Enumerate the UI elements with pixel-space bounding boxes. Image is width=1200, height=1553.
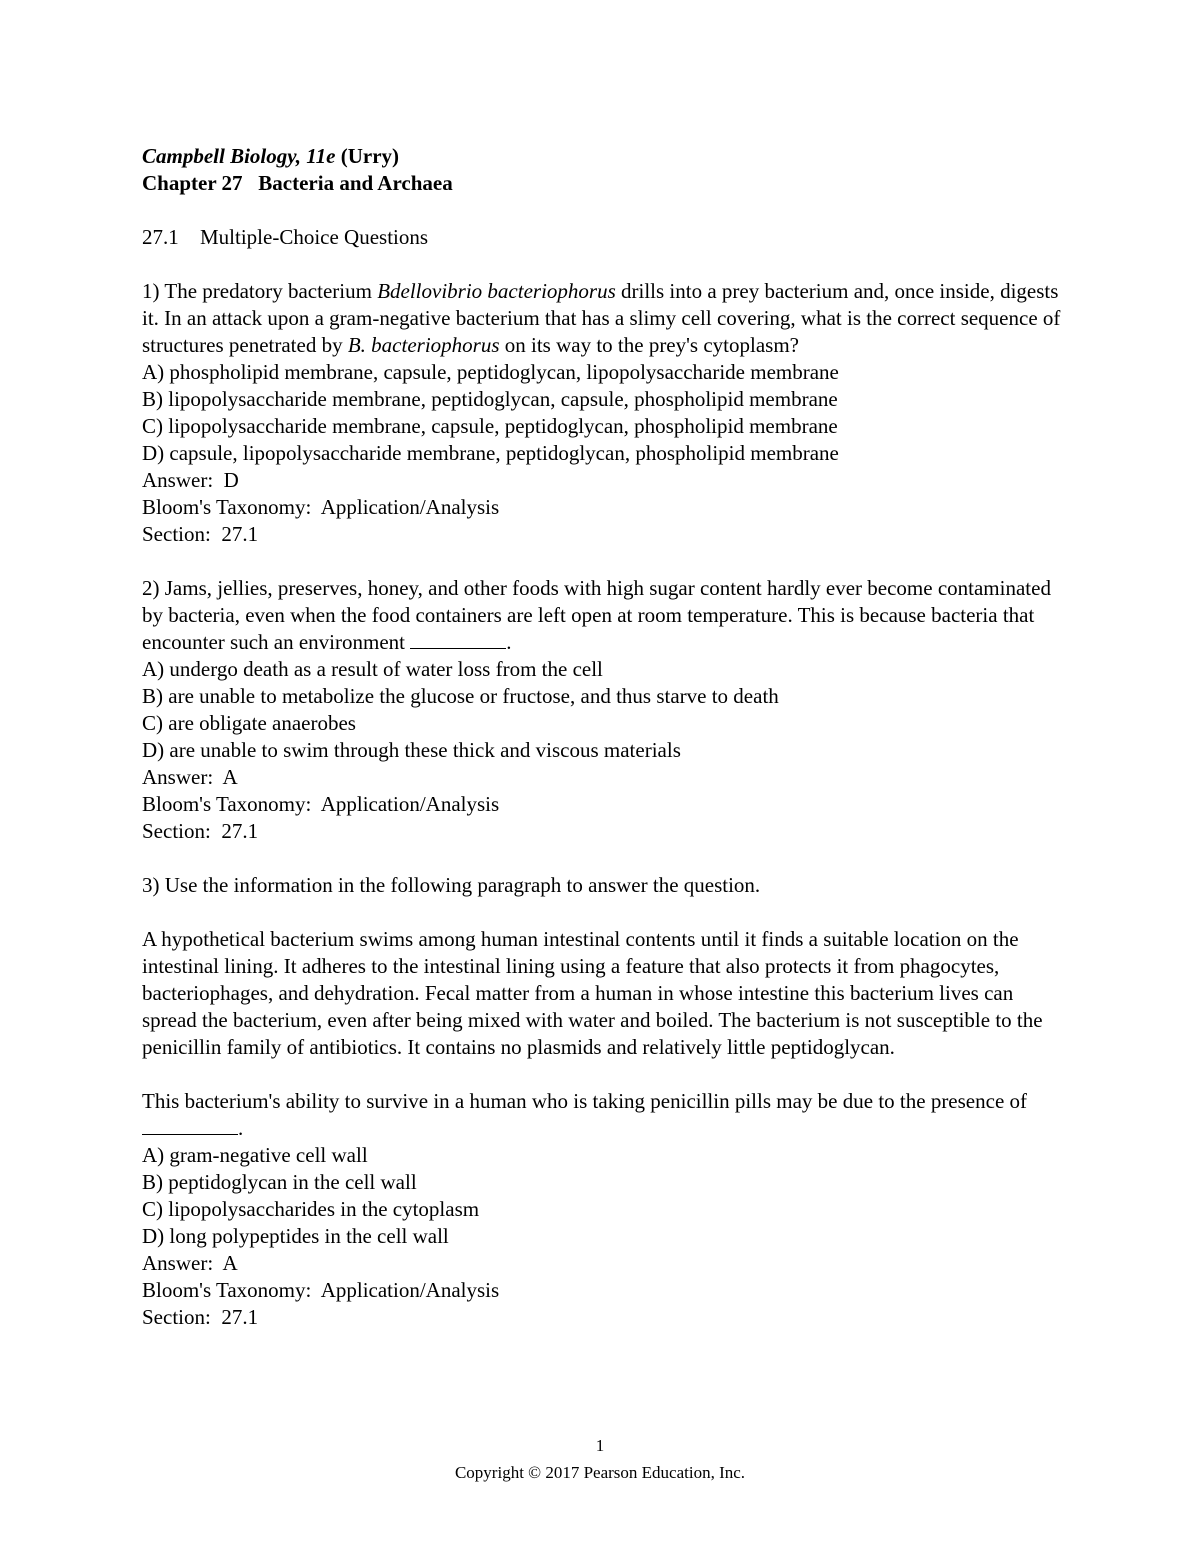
question-3-number: 3) [142,873,160,897]
question-1-species-name: Bdellovibrio bacteriophorus [377,279,616,303]
page-content [142,143,1062,1331]
question-1 [142,278,1062,548]
question-1-answer: Answer: D [142,468,239,492]
section-heading [142,224,1062,251]
question-3-answer: Answer: A [142,1251,238,1275]
book-authors: (Urry) [340,144,400,168]
question-3-question-text: This bacterium's ability to survive in a human who is taking penicillin pills may be due to the presence of [142,1089,1028,1113]
question-2-stem [142,575,1062,656]
question-3-option-c: C) lipopolysaccharides in the cytoplasm [142,1197,480,1221]
question-1-option-b: B) lipopolysaccharide membrane, peptidoglycan, capsule, phospholipid membrane [142,387,838,411]
answer-blank [410,630,506,649]
question-1-stem [142,278,1062,359]
question-3-bloom: Bloom's Taxonomy: Application/Analysis [142,1278,500,1302]
question-1-option-a: A) phospholipid membrane, capsule, peptidoglycan, lipopolysaccharide membrane [142,360,839,384]
question-2-option-a: A) undergo death as a result of water loss from the cell [142,657,603,681]
question-3 [142,872,1062,1331]
chapter-title: Chapter 27 Bacteria and Archaea [142,171,453,195]
section-title: Multiple-Choice Questions [200,225,429,249]
question-2-section: Section: 27.1 [142,819,259,843]
answer-blank [142,1116,238,1135]
page-number: 1 [595,1436,605,1455]
question-1-option-c: C) lipopolysaccharide membrane, capsule, peptidoglycan, phospholipid membrane [142,414,838,438]
question-1-section: Section: 27.1 [142,522,259,546]
question-2-stem-text: Jams, jellies, preserves, honey, and other foods with high sugar content hardly ever become contaminated by bacteria, even when the food containers are left open at room temperature. This is because bacteria that encounter such an environment [142,576,1051,654]
question-3-section: Section: 27.1 [142,1305,259,1329]
question-2-option-d: D) are unable to swim through these thick and viscous materials [142,738,681,762]
question-3-option-b: B) peptidoglycan in the cell wall [142,1170,417,1194]
question-2 [142,575,1062,845]
question-1-species-abbrev: B. bacteriophorus [347,333,500,357]
section-number: 27.1 [142,225,179,249]
question-1-stem-text-2: drills into a prey bacterium and, once inside, digests it. In an attack upon a gram-negative bacterium that has a slimy cell covering, what is the correct sequence of structures penetrated by [142,279,1061,357]
question-2-bloom: Bloom's Taxonomy: Application/Analysis [142,792,500,816]
question-1-stem-text-3: on its way to the prey's cytoplasm? [499,333,799,357]
question-3-option-d: D) long polypeptides in the cell wall [142,1224,449,1248]
book-title: Campbell Biology, 11e [142,144,336,168]
question-1-option-d: D) capsule, lipopolysaccharide membrane, peptidoglycan, phospholipid membrane [142,441,839,465]
question-3-option-a: A) gram-negative cell wall [142,1143,368,1167]
question-1-stem-text: The predatory bacterium [164,279,378,303]
question-2-number: 2) [142,576,160,600]
question-3-stem-text: Use the information in the following paragraph to answer the question. [164,873,761,897]
question-3-paragraph: A hypothetical bacterium swims among human intestinal contents until it finds a suitable location on the intestinal lining. It adheres to the intestinal lining using a feature that also protects it from phagocytes, bacteriophages, and dehydration. Fecal matter from a human in whose intestine this bacterium lives can spread the bacterium, even after being mixed with water and boiled. The bacterium is not susceptible to the penicillin family of antibiotics. It contains no plasmids and relatively little peptidoglycan. [142,927,1043,1059]
copyright-notice: Copyright © 2017 Pearson Education, Inc. [454,1463,746,1482]
question-2-stem-end: . [506,630,512,654]
question-2-option-c: C) are obligate anaerobes [142,711,356,735]
question-3-question [142,1088,1062,1142]
question-1-bloom: Bloom's Taxonomy: Application/Analysis [142,495,500,519]
question-1-number: 1) [142,279,160,303]
question-3-stem [142,872,1062,899]
question-2-option-b: B) are unable to metabolize the glucose or fructose, and thus starve to death [142,684,779,708]
question-3-question-end: . [238,1116,244,1140]
question-2-answer: Answer: A [142,765,238,789]
book-title-line [142,143,1062,170]
